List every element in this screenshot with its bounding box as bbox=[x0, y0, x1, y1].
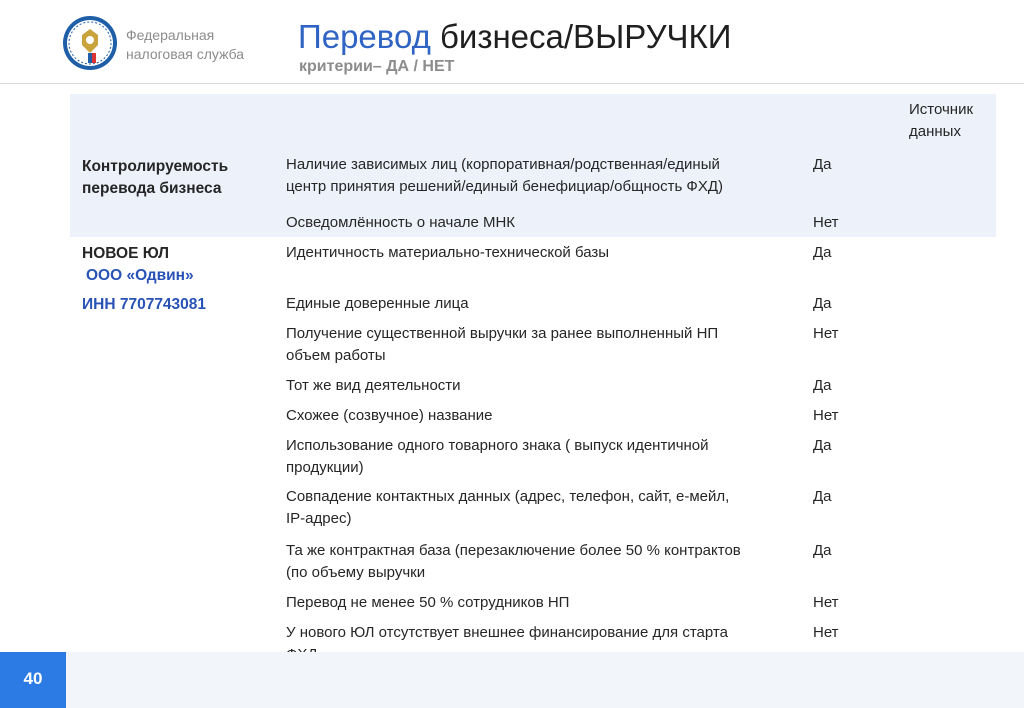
value-cell: Да bbox=[813, 377, 832, 394]
slide-header bbox=[0, 0, 1024, 84]
source-header-line-2: данных bbox=[909, 123, 961, 140]
criterion-line-1: Получение существенной выручки за ранее выполненный НП bbox=[286, 325, 719, 342]
value-cell: Да bbox=[813, 488, 832, 505]
group-label-control bbox=[82, 156, 228, 200]
value-cell: Нет bbox=[813, 407, 839, 424]
criterion-line-1: Наличие зависимых лиц (корпоративная/родственная/единый bbox=[286, 156, 720, 173]
org-line-2: налоговая служба bbox=[126, 46, 245, 62]
group2-inn: ИНН 7707743081 bbox=[82, 296, 207, 313]
criterion-cell: Схожее (созвучное) название bbox=[286, 407, 493, 424]
page-number-box bbox=[0, 652, 66, 708]
criterion-cell: Осведомлённость о начале МНК bbox=[286, 214, 516, 231]
criterion-line-2: IP-адрес) bbox=[286, 510, 352, 527]
value-cell: Нет bbox=[813, 214, 839, 231]
criterion-cell bbox=[286, 323, 718, 367]
source-column-header bbox=[909, 99, 973, 143]
group1-line-1: Контролируемость bbox=[82, 158, 229, 175]
organization-name bbox=[126, 26, 244, 64]
criterion-line-1: Использование одного товарного знака ( выпуск идентичной bbox=[286, 437, 709, 454]
criterion-line-2: продукции) bbox=[286, 459, 364, 476]
source-header-line-1: Источник bbox=[909, 101, 974, 118]
criterion-line-2: (по объему выручки bbox=[286, 564, 426, 581]
title-accent: Перевод bbox=[298, 18, 431, 55]
value-cell: Да bbox=[813, 542, 832, 559]
criterion-line-2: центр принятия решений/единый бенефициар/общность ФХД) bbox=[286, 178, 723, 195]
page-number: 40 bbox=[23, 669, 43, 688]
criterion-cell: Единые доверенные лица bbox=[286, 295, 469, 312]
org-line-1: Федеральная bbox=[126, 27, 215, 43]
title-rest: бизнеса/ВЫРУЧКИ bbox=[430, 18, 732, 55]
criterion-line-1: Та же контрактная база (перезаключение более 50 % контрактов bbox=[286, 542, 741, 559]
group2-company-name: ООО «Одвин» bbox=[86, 267, 194, 284]
value-cell: Нет bbox=[813, 325, 839, 342]
criterion-line-2: объем работы bbox=[286, 347, 386, 364]
group2-line-1: НОВОЕ ЮЛ bbox=[82, 245, 170, 262]
group-label-new-entity bbox=[82, 243, 194, 287]
slide-subtitle: критерии– ДА / НЕТ bbox=[299, 58, 455, 75]
value-cell: Да bbox=[813, 295, 832, 312]
value-cell: Нет bbox=[813, 594, 839, 611]
criterion-cell bbox=[286, 435, 709, 479]
criterion-cell bbox=[286, 154, 723, 198]
criterion-cell: Идентичность материально-технической базы bbox=[286, 244, 610, 261]
criterion-cell: Тот же вид деятельности bbox=[286, 377, 461, 394]
footer-bar bbox=[66, 652, 1024, 708]
criterion-line-1: Совпадение контактных данных (адрес, телефон, сайт, е-мейл, bbox=[286, 488, 730, 505]
value-cell: Нет bbox=[813, 624, 839, 641]
value-cell: Да bbox=[813, 156, 832, 173]
criterion-cell: Перевод не менее 50 % сотрудников НП bbox=[286, 594, 570, 611]
value-cell: Да bbox=[813, 244, 832, 261]
criterion-cell bbox=[286, 486, 729, 530]
group1-line-2: перевода бизнеса bbox=[82, 180, 222, 197]
criterion-cell bbox=[286, 540, 741, 584]
slide-title bbox=[298, 18, 731, 56]
header-divider bbox=[0, 83, 1024, 84]
fns-emblem-icon bbox=[62, 15, 118, 71]
value-cell: Да bbox=[813, 437, 832, 454]
criterion-line-1: У нового ЮЛ отсутствует внешнее финансирование для старта bbox=[286, 624, 728, 641]
